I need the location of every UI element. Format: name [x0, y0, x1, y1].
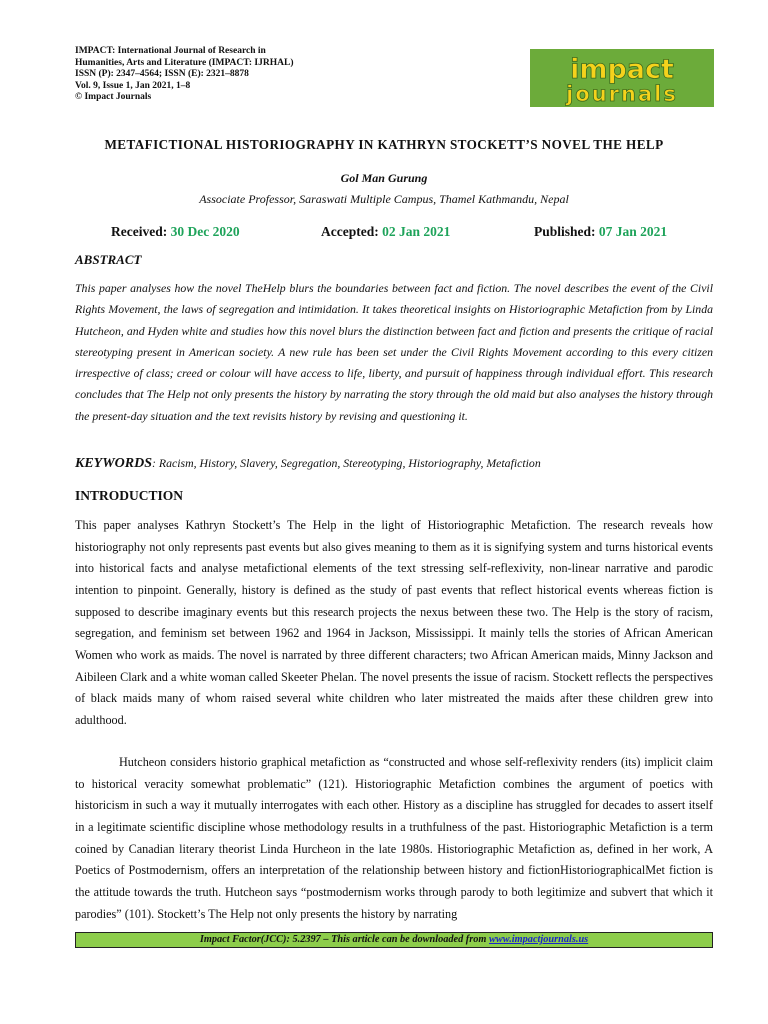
journal-volume: Vol. 9, Issue 1, Jan 2021, 1–8	[75, 80, 191, 91]
journal-name-line2: Humanities, Arts and Literature (IMPACT: IJRHAL)	[75, 57, 294, 68]
accepted-date	[321, 224, 450, 240]
journal-name-line1: IMPACT: International Journal of Research in	[75, 46, 266, 56]
received-date	[111, 224, 240, 240]
logo-word-journals: journals	[566, 82, 678, 106]
received-value: 30 Dec 2020	[170, 224, 240, 239]
keywords-label: KEYWORDS	[75, 456, 153, 471]
keywords-list: : Racism, History, Slavery, Segregation, Stereotyping, Historiography, Metafiction	[152, 456, 541, 470]
published-label: Published:	[534, 224, 596, 239]
introduction-paragraph-1: This paper analyses Kathryn Stockett’s The Help in the light of Historiographic Metafiction. The research reveals how historiography not only represents past events but also gives meaning to them as it is signifying system and turns historical events into historical facts and analyse metafictional elements of the text stressing self-reflexivity, non-linear narrative and parodic intention to pinpoint. Generally, history is defined as the study of past events that reflect historical events whereas fiction is supposed to describe imaginary events but this research projects the nexus between these two. The Help is the story of racism, segregation, and feminism set between 1962 and 1964 in Jackson, Mississippi. It mainly tells the stories of African American Women who work as maids. The novel is narrated by three different characters; two African American maids, Minny Jackson and Aibileen Clark and a white woman called Skeeter Phelan. The novel presents the issue of racism. Stockett reflects the perspectives of black maids many of whom raised several white children who later mistreated the maids after these children grew into adulthood.	[75, 518, 713, 727]
journal-issn: ISSN (P): 2347–4564; ISSN (E): 2321–8878	[75, 69, 249, 80]
introduction-heading: INTRODUCTION	[75, 488, 184, 503]
abstract-text: This paper analyses how the novel TheHelp blurs the boundaries between fact and fiction. The novel describes the event of the Civil Rights Movement, the laws of segregation and intimidation. It takes theoretical insights on Historiographic Metafiction from by Linda Hutcheon, and Hyden white and studies how this novel blurs the distinction between fact and fiction and presents the critique of racial stereotyping present in American society. A new rule has been set under the Civil Rights Movement according to this every citizen irrespective of class; creed or colour will have access to life, liberty, and pursuit of happiness through individual effort. This research concludes that The Help not only presents the history by narrating the story through the old maid but also analyses the history through the present-day situation and the text revisits history by revising and questioning it.	[75, 281, 713, 423]
abstract-heading: ABSTRACT	[75, 252, 142, 267]
published-value: 07 Jan 2021	[598, 224, 668, 239]
footer-bar	[75, 932, 713, 948]
journal-copyright: © Impact Journals	[75, 92, 152, 103]
published-date	[534, 224, 667, 240]
logo-word-impact: impact	[570, 54, 674, 85]
received-label: Received:	[111, 224, 168, 239]
accepted-value: 02 Jan 2021	[382, 224, 451, 239]
footer-link[interactable]: www.impactjournals.us	[488, 934, 589, 945]
author-affiliation: Associate Professor, Saraswati Multiple Campus, Thamel Kathmandu, Nepal	[199, 192, 569, 206]
footer-text: Impact Factor(JCC): 5.2397 – This article can be downloaded from	[199, 934, 489, 945]
journal-info	[75, 46, 294, 104]
impact-journals-logo	[530, 49, 714, 107]
paper-title: METAFICTIONAL HISTORIOGRAPHY IN KATHRYN STOCKETT’S NOVEL THE HELP	[104, 137, 664, 152]
accepted-label: Accepted:	[321, 224, 379, 239]
author-name: Gol Man Gurung	[340, 171, 428, 185]
introduction-paragraph-2: Hutcheon considers historio graphical metafiction as “constructed and whose self-reflexivity renders (its) implicit claim to historical veracity somewhat problematic” (121). Historiographic Metafiction combines the argument of poetics with historicism in such a way it mutually interrogates with each other. History as a discipline has struggled for decades to assert itself in a legitimate scientific discipline whose methodology results in a truthfulness of the past. Historiographic Metafiction is a term coined by Canadian literary theorist Linda Hurcheon in the late 1980s. Historiographic Metafiction as, defined in her work, A Poetics of Postmodernism, offers an interpretation of the relationship between history and fictionHistoriographicalMet fiction is the attitude towards the truth. Hutcheon says “postmodernism works through parody to both legitimize and subvert that which it parodies” (101). Stockett’s The Help not only presents the history by narrating	[75, 755, 713, 921]
keywords	[75, 456, 541, 472]
